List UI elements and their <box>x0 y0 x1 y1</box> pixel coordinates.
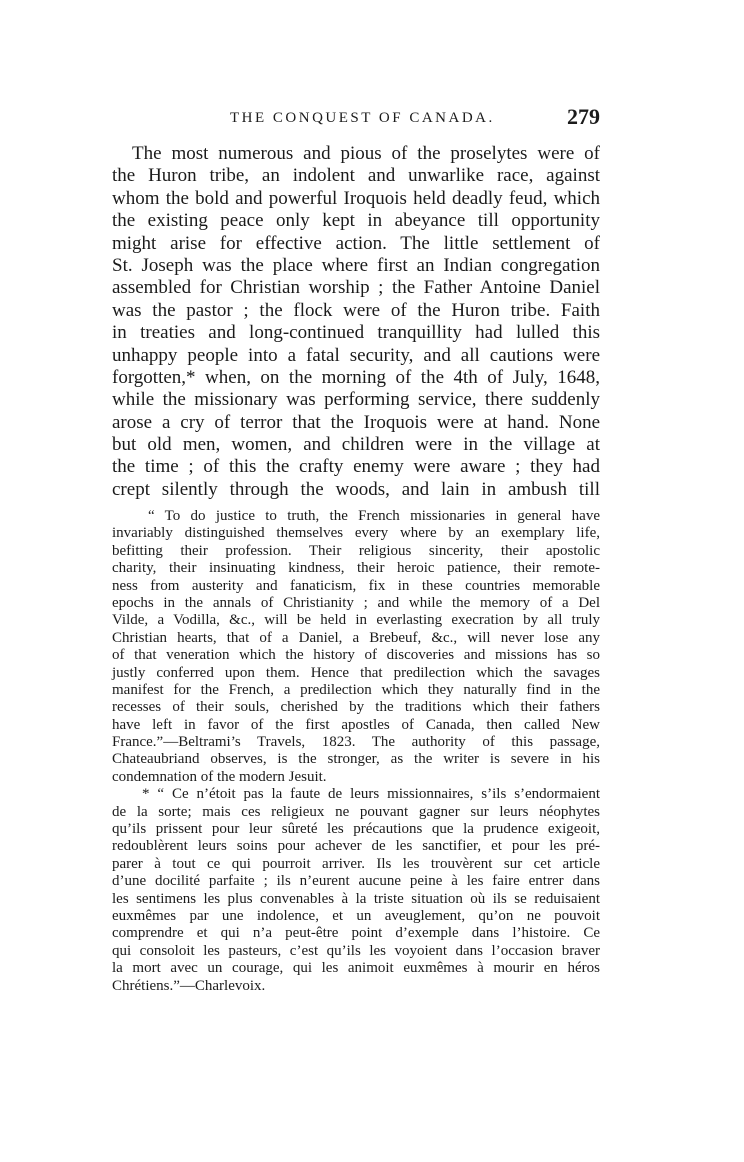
text-line: arose a cry of terror that the Iroquois were at hand. None <box>112 411 600 433</box>
footnote-line: Chrétiens.”—Charlevoix. <box>112 977 266 994</box>
text-line: was the pastor ; the flock were of the Huron tribe. Faith <box>112 299 600 321</box>
main-paragraph <box>112 143 600 501</box>
footnote-charlevoix <box>112 786 600 995</box>
text-line: unhappy people into a fatal security, and all cautions were <box>112 344 600 366</box>
footnote-line: qu’ils prissent pour leur sûreté les précautions que la prudence exigeoit, <box>112 821 600 838</box>
footnote-line: recesses of their souls, cherished by the traditions which their fathers <box>112 699 600 716</box>
footnote-line: les sentimens les plus convenables à la triste situation où ils se reduisaient <box>112 890 600 907</box>
text-line: the Huron tribe, an indolent and unwarlike race, against <box>112 165 600 187</box>
footnote-line: Vilde, a Vodilla, &c., will be held in everlasting execration by all truly <box>112 612 600 629</box>
text-line: The most numerous and pious of the proselytes were of <box>132 143 600 164</box>
running-head <box>112 104 600 134</box>
text-line: in treaties and long-continued tranquillity had lulled this <box>112 322 600 344</box>
footnote-line: parer à tout ce qui pourroit arriver. Ils les trouvèrent sur cet article <box>112 855 600 872</box>
page-number: 279 <box>567 104 600 129</box>
text-line: crept silently through the woods, and lain in ambush till <box>112 478 600 500</box>
text-line: assembled for Christian worship ; the Father Antoine Daniel <box>112 277 600 299</box>
text-line: the existing peace only kept in abeyance till opportunity <box>112 210 600 232</box>
footnote-line: befitting their profession. Their religious sincerity, their apostolic <box>112 542 600 559</box>
footnote-line: euxmêmes par une indolence, et un aveuglement, qu’on ne pouvoit <box>112 907 600 924</box>
footnote-line: France.”—Beltrami’s Travels, 1823. The authority of this passage, <box>112 734 600 751</box>
footnote-line: justly conferred upon them. Hence that predilection which the savages <box>112 664 600 681</box>
footnote-line: charity, their insinuating kindness, their heroic patience, their remote- <box>112 560 600 577</box>
footnote-line: Chateaubriand observes, is the stronger, as the writer is severe in his <box>112 751 600 768</box>
footnote-line: de la sorte; mais ces religieux ne pouvant gagner sur leurs néophytes <box>112 803 600 820</box>
text-line: while the missionary was performing service, there suddenly <box>112 389 600 411</box>
text-line: the time ; of this the crafty enemy were aware ; they had <box>112 456 600 478</box>
footnote-line: of that veneration which the history of discoveries and missions has so <box>112 647 600 664</box>
footnote-line: ness from austerity and fanaticism, fix in these countries memorable <box>112 577 600 594</box>
footnote-line: invariably distinguished themselves every where by an exemplary life, <box>112 525 600 542</box>
footnote-line: have left in favor of the first apostles of Canada, then called New <box>112 716 600 733</box>
footnote-line: comprendre et qui n’a peut-être point d’exemple dans l’histoire. Ce <box>112 925 600 942</box>
footnote-line: d’une docilité parfaite ; ils n’eurent aucune peine à les faire entrer dans <box>112 873 600 890</box>
footnote-line: Christian hearts, that of a Daniel, a Brebeuf, &c., will never lose any <box>112 629 600 646</box>
text-line: forgotten,* when, on the morning of the 4th of July, 1648, <box>112 366 600 388</box>
footnote-line: qui consoloit les pasteurs, c’est qu’ils les voyoient dans l’occasion braver <box>112 942 600 959</box>
footnote-line: manifest for the French, a predilection which they naturally find in the <box>112 681 600 698</box>
footnote-line: * “ Ce n’étoit pas la faute de leurs missionnaires, s’ils s’endormaient <box>142 786 600 803</box>
text-line: whom the bold and powerful Iroquois held deadly feud, which <box>112 187 600 209</box>
footnote-line: epochs in the annals of Christianity ; and while the memory of a Del <box>112 594 600 611</box>
running-title: THE CONQUEST OF CANADA. <box>230 110 495 126</box>
footnote-line: la mort avec un courage, qui les animoit euxmêmes à mourir en héros <box>112 960 600 977</box>
footnotes <box>112 508 600 995</box>
text-line: St. Joseph was the place where first an Indian congregation <box>112 254 600 276</box>
text-line: but old men, women, and children were in the village at <box>112 434 600 456</box>
footnote-beltrami <box>112 508 600 786</box>
footnote-line: “ To do justice to truth, the French missionaries in general have <box>148 508 600 524</box>
footnote-line: redoublèrent leurs soins pour achever de les sanctifier, et pour les pré- <box>112 838 600 855</box>
footnote-line: condemnation of the modern Jesuit. <box>112 768 327 785</box>
text-line: might arise for effective action. The little settlement of <box>112 232 600 254</box>
